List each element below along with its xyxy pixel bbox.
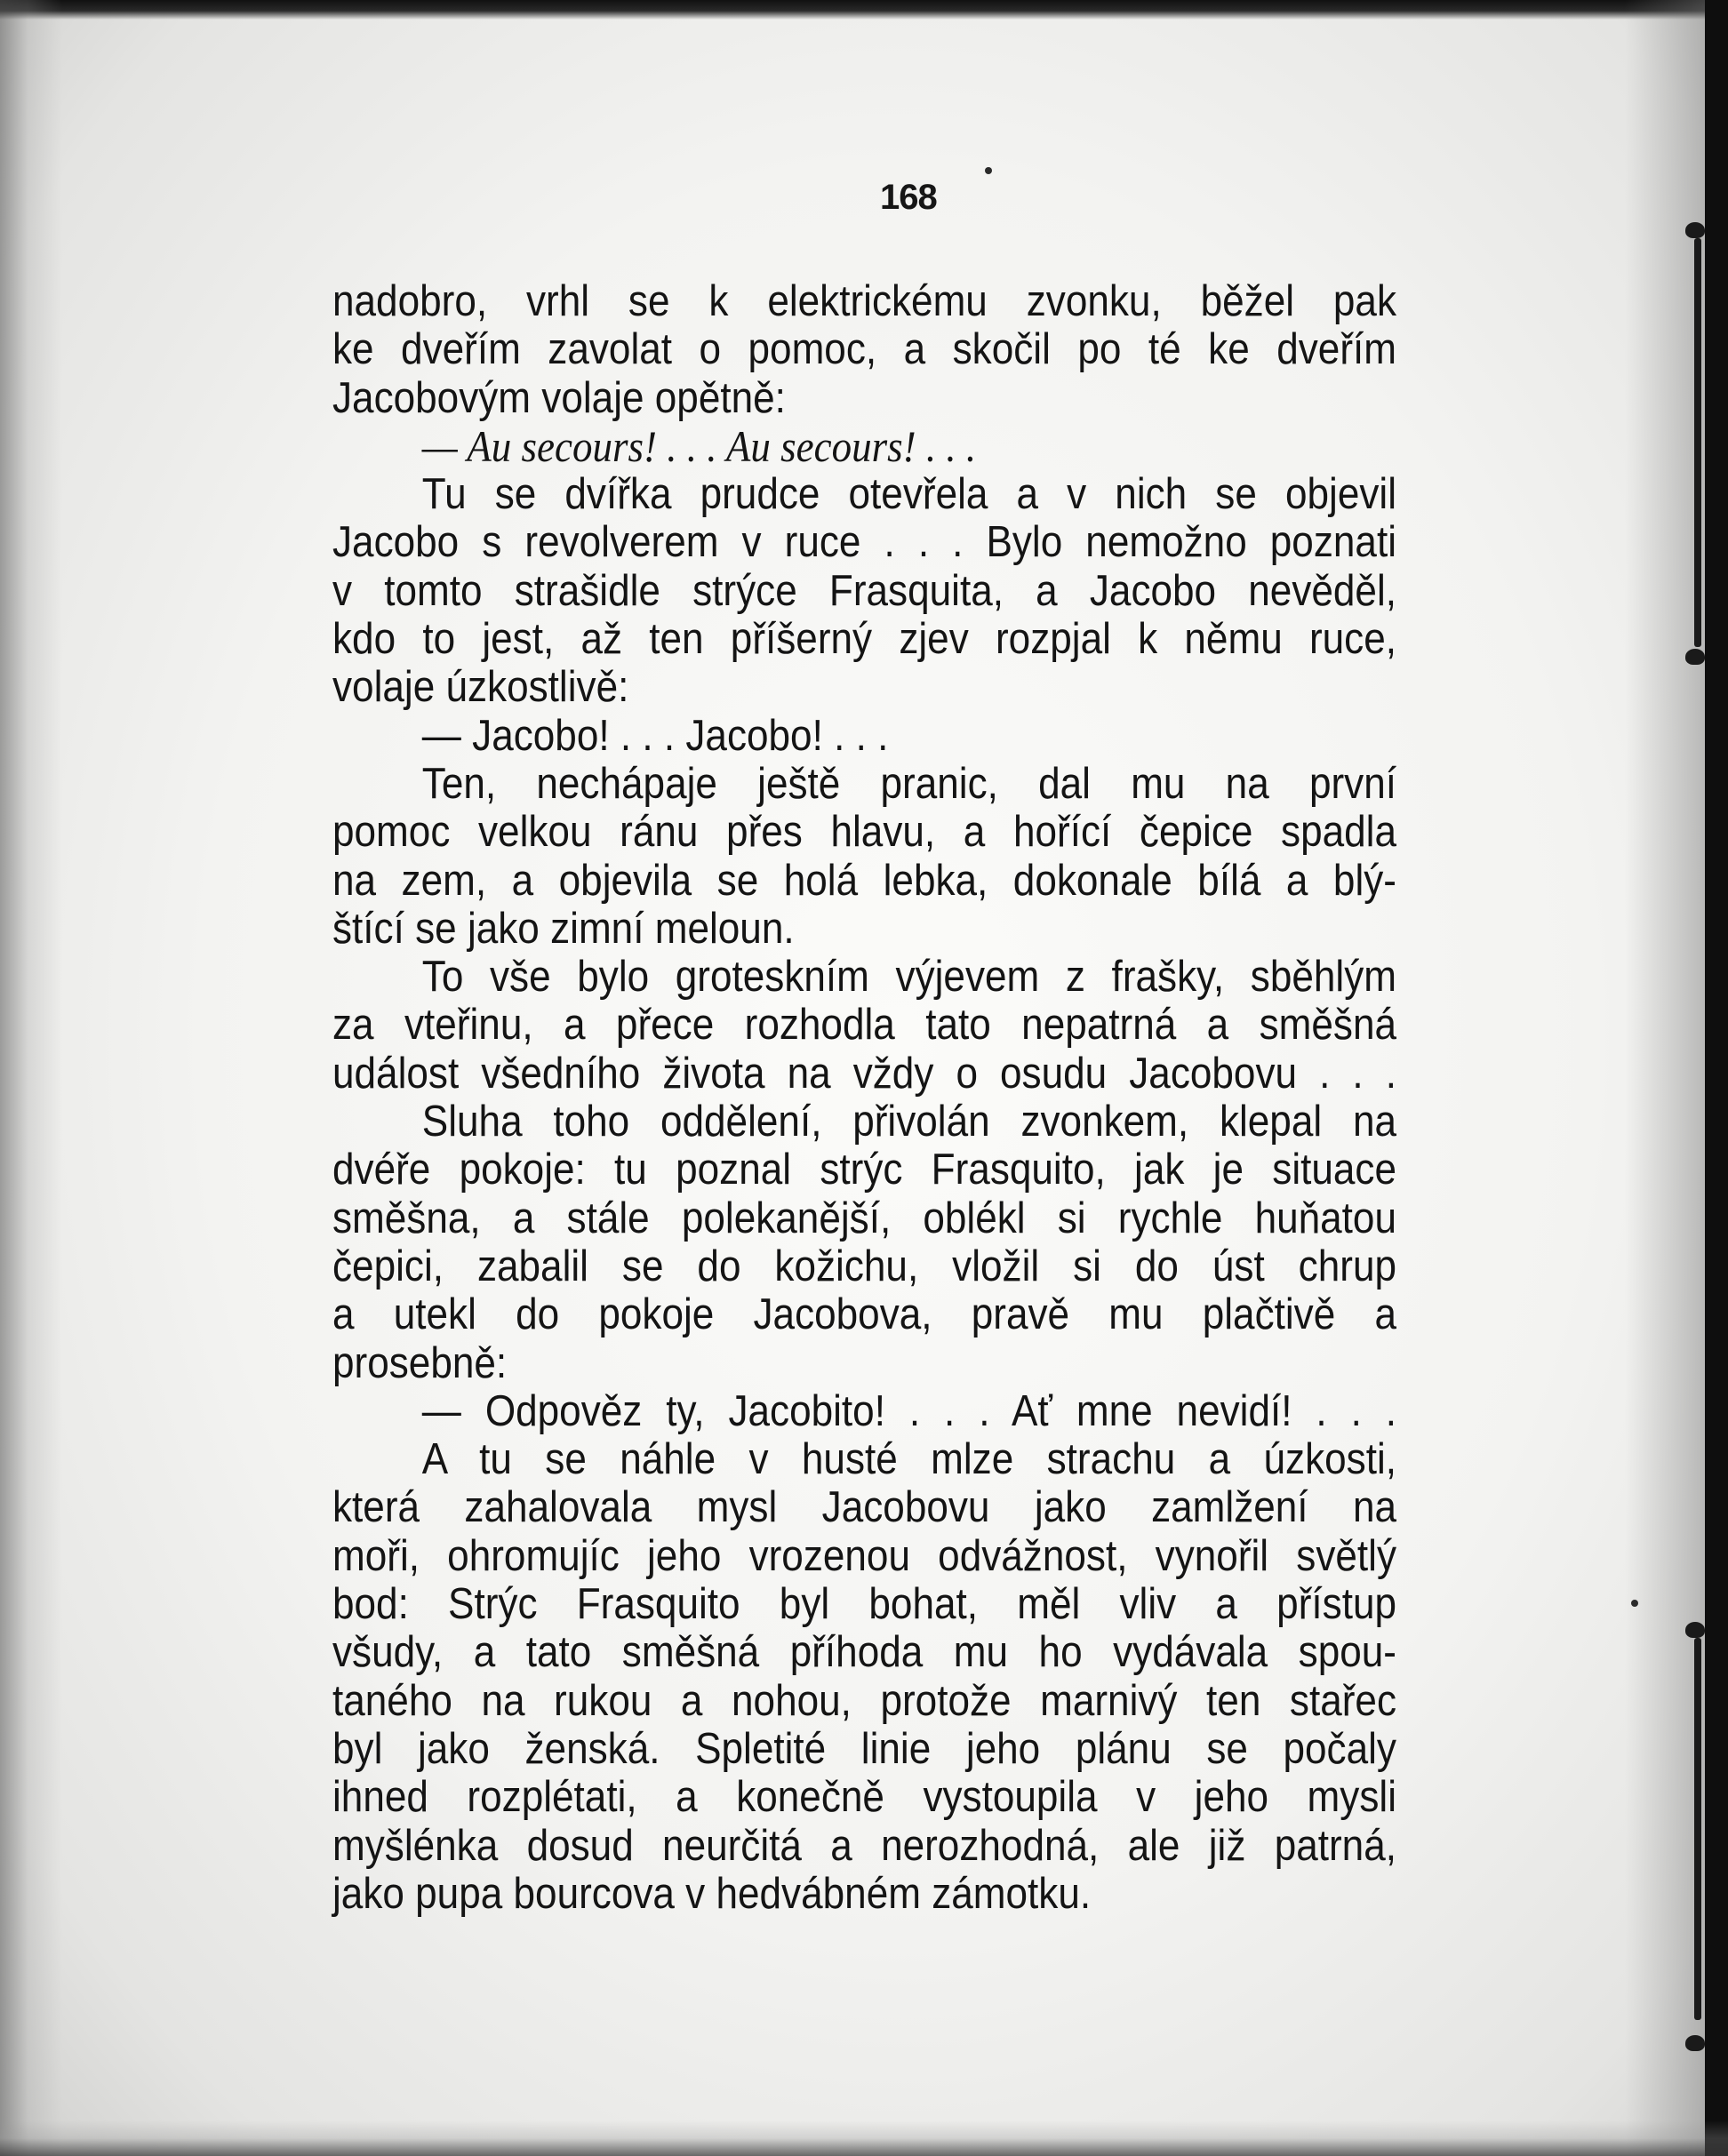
body-text [332,277,1396,1918]
binding-mark-icon [1685,2035,1705,2051]
text-line: ke dveřím zavolat o pomoc, a skočil po té ke dveřím [332,325,1396,374]
text-line: Jacobovým volaje opětně: [332,373,786,422]
dialogue-line: — Jacobo! . . . Jacobo! . . . [421,711,889,760]
paragraph-start-line: Sluha toho oddělení, přivolán zvonkem, klepal na [421,1098,1396,1146]
binding-mark-icon [1694,238,1701,647]
text-line: Jacobo s revolverem v ruce . . . Bylo nemožno poznati [332,518,1396,567]
text-line: na zem, a objevila se holá lebka, dokonale bílá a blý- [332,856,1396,905]
paragraph-start-line: Ten, nechápaje ještě pranic, dal mu na první [421,759,1396,808]
text-line: jako pupa bourcova v hedvábném zámotku. [332,1869,1092,1918]
text-line: směšna, a stále polekanější, oblékl si rychle huňatou [332,1194,1396,1242]
binding-mark-icon [1685,1622,1705,1638]
scan-right-shadow [1625,0,1705,2156]
text-line: všudy, a tato směšná příhoda mu ho vydávala spou- [332,1628,1396,1677]
scan-right-edge [1705,0,1728,2156]
text-line: prosebně: [332,1338,508,1387]
page-number: 168 [880,178,937,217]
scan-bottom-edge [0,2120,1728,2156]
text-line: moři, ohromujíc jeho vrozenou odvážnost, vynořil světlý [332,1531,1396,1580]
scan-top-edge [0,0,1728,20]
paragraph-start-line: A tu se náhle v husté mlze strachu a úzkosti, [421,1435,1396,1484]
ink-speck-icon [1631,1600,1638,1607]
text-line: volaje úzkostlivě: [332,663,629,712]
paragraph-start-line: To vše bylo groteskním výjevem z frašky, sběhlým [421,953,1396,1002]
text-line: štící se jako zimní meloun. [332,904,795,953]
text-line: a utekl do pokoje Jacobova, pravě mu plačtivě a [332,1290,1396,1339]
binding-mark-icon [1685,649,1705,665]
binding-mark-icon [1685,222,1705,238]
paragraph-start-line: Tu se dvířka prudce otevřela a v nich se objevil [421,470,1396,519]
text-line: pomoc velkou ránu přes hlavu, a hořící čepice spadla [332,808,1396,857]
text-line: taného na rukou a nohou, protože marnivý ten stařec [332,1676,1396,1725]
text-line: ihned rozplétati, a konečně vystoupila v jeho mysli [332,1773,1396,1822]
ink-speck-icon [985,167,992,174]
text-line: bod: Strýc Frasquito byl bohat, měl vliv a přístup [332,1580,1396,1629]
text-line: která zahalovala mysl Jacobovu jako zamlžení na [332,1483,1396,1532]
text-line: dvéře pokoje: tu poznal strýc Frasquito, jak je situace [332,1146,1396,1194]
scan-left-shadow [0,0,62,2156]
text-line: čepici, zabalil se do kožichu, vložil si do úst chrup [332,1242,1396,1290]
binding-mark-icon [1694,1638,1701,2020]
text-line: byl jako ženská. Spletité linie jeho plánu se počaly [332,1724,1396,1773]
dialogue-line: — Au secours! . . . Au secours! . . . [421,420,977,471]
text-line: myšlénka dosud neurčitá a nerozhodná, ale již patrná, [332,1821,1396,1870]
text-line: za vteřinu, a přece rozhodla tato nepatrná a směšná [332,1001,1396,1050]
text-line: v tomto strašidle strýce Frasquita, a Jacobo nevěděl, [332,566,1396,615]
dialogue-line: — Odpověz ty, Jacobito! . . . Ať mne nevidí! . . . [421,1386,1396,1435]
text-line: událost všedního života na vždy o osudu Jacobovu . . . [332,1049,1396,1098]
text-line: kdo to jest, až ten příšerný zjev rozpjal k němu ruce, [332,615,1396,664]
text-line: nadobro, vrhl se k elektrickému zvonku, běžel pak [332,277,1396,325]
